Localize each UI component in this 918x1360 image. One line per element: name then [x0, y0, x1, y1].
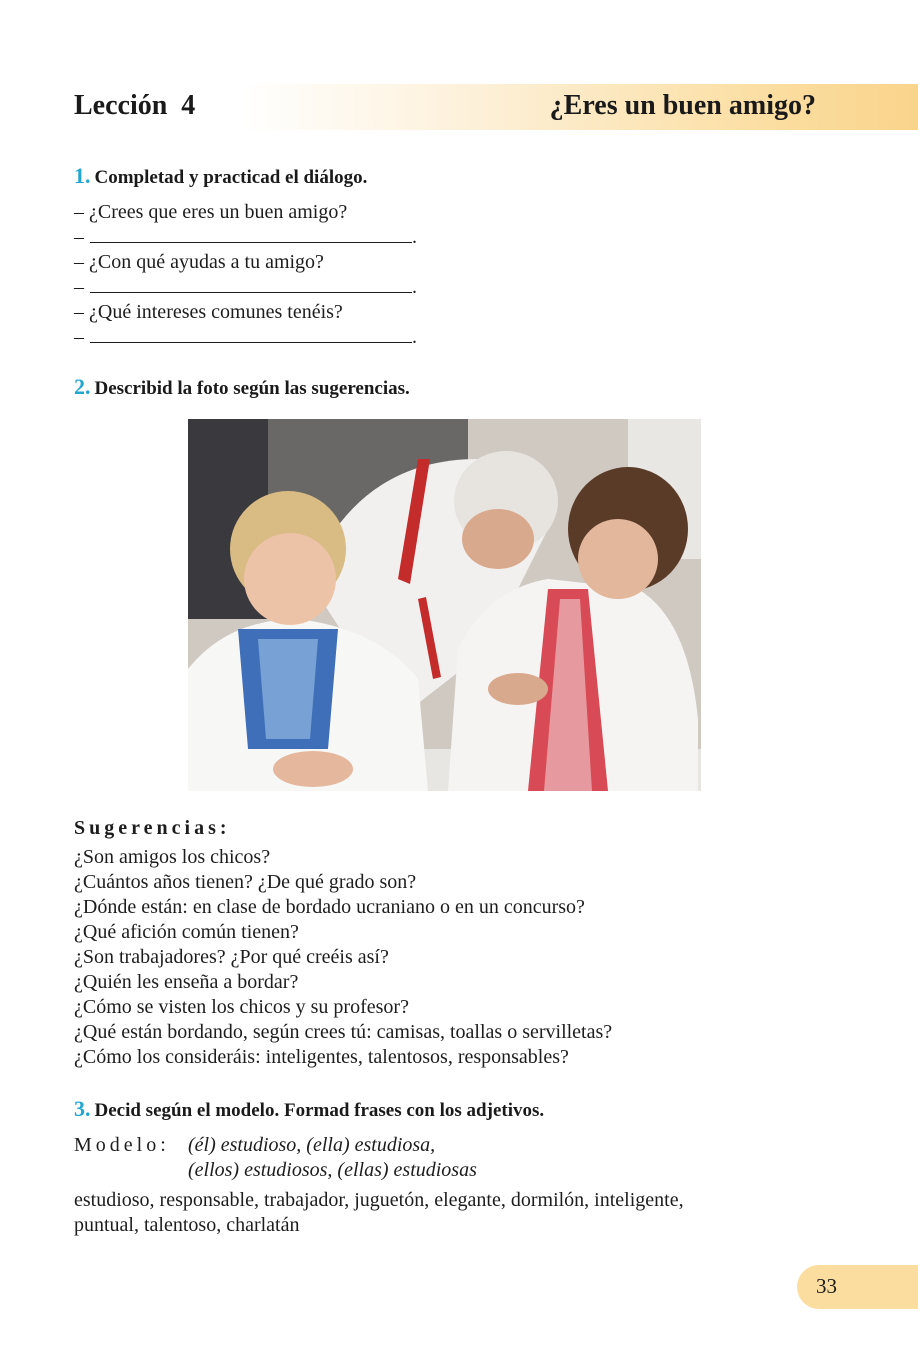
- dialog-answer-2: – .: [74, 276, 417, 298]
- suggestion-item: ¿Cuántos años tienen? ¿De qué grado son?: [74, 871, 417, 893]
- suggestion-item: ¿Dónde están: en clase de bordado ucraniano o en un concurso?: [74, 896, 585, 918]
- exercise-3-heading: [74, 1096, 544, 1122]
- exercise-2-number: 2.: [74, 374, 91, 399]
- suggestion-item: ¿Son trabajadores? ¿Por qué creéis así?: [74, 946, 389, 968]
- exercise-1-instruction: Completad y practicad el diálogo.: [94, 167, 368, 188]
- answer-blank[interactable]: [90, 276, 412, 293]
- exercise-1-number: 1.: [74, 163, 91, 188]
- suggestion-item: ¿Qué afición común tienen?: [74, 921, 299, 943]
- suggestions-title: Sugerencias:: [74, 817, 231, 839]
- suggestion-item: ¿Quién les enseña a bordar?: [74, 971, 299, 993]
- exercise-2-instruction: Describid la foto según las sugerencias.: [94, 378, 410, 399]
- dialog-answer-3: – .: [74, 326, 417, 348]
- suggestion-item: ¿Cómo se visten los chicos y su profesor?: [74, 996, 409, 1018]
- answer-blank[interactable]: [90, 326, 412, 343]
- suggestion-item: ¿Son amigos los chicos?: [74, 846, 271, 868]
- model-example-2: (ellos) estudiosos, (ellas) estudiosas: [188, 1159, 477, 1181]
- exercise-1-heading: [74, 163, 367, 189]
- dialog-answer-1: – .: [74, 226, 417, 248]
- lesson-label: Lección 4: [74, 90, 196, 121]
- adjectives-line-2: puntual, talentoso, charlatán: [74, 1214, 300, 1236]
- exercise-3-number: 3.: [74, 1096, 91, 1121]
- exercise-2-heading: [74, 374, 410, 400]
- adjectives-line-1: estudioso, responsable, trabajador, juguetón, elegante, dormilón, inteligente,: [74, 1189, 684, 1211]
- dialog-line-1: – ¿Crees que eres un buen amigo?: [74, 201, 348, 223]
- model-example-1: (él) estudioso, (ella) estudiosa,: [188, 1134, 436, 1156]
- answer-blank[interactable]: [90, 226, 412, 243]
- model-label: Modelo:: [74, 1134, 170, 1156]
- dialog-line-3: – ¿Qué intereses comunes tenéis?: [74, 301, 343, 323]
- dialog-line-2: – ¿Con qué ayudas a tu amigo?: [74, 251, 324, 273]
- exercise-3-instruction: Decid según el modelo. Formad frases con los adjetivos.: [94, 1100, 545, 1121]
- page-number: 33: [816, 1274, 837, 1298]
- embroidery-class-photo: [188, 419, 701, 791]
- suggestion-item: ¿Cómo los consideráis: inteligentes, talentosos, responsables?: [74, 1046, 569, 1068]
- suggestion-item: ¿Qué están bordando, según crees tú: camisas, toallas o servilletas?: [74, 1021, 613, 1043]
- lesson-title: ¿Eres un buen amigo?: [549, 90, 816, 121]
